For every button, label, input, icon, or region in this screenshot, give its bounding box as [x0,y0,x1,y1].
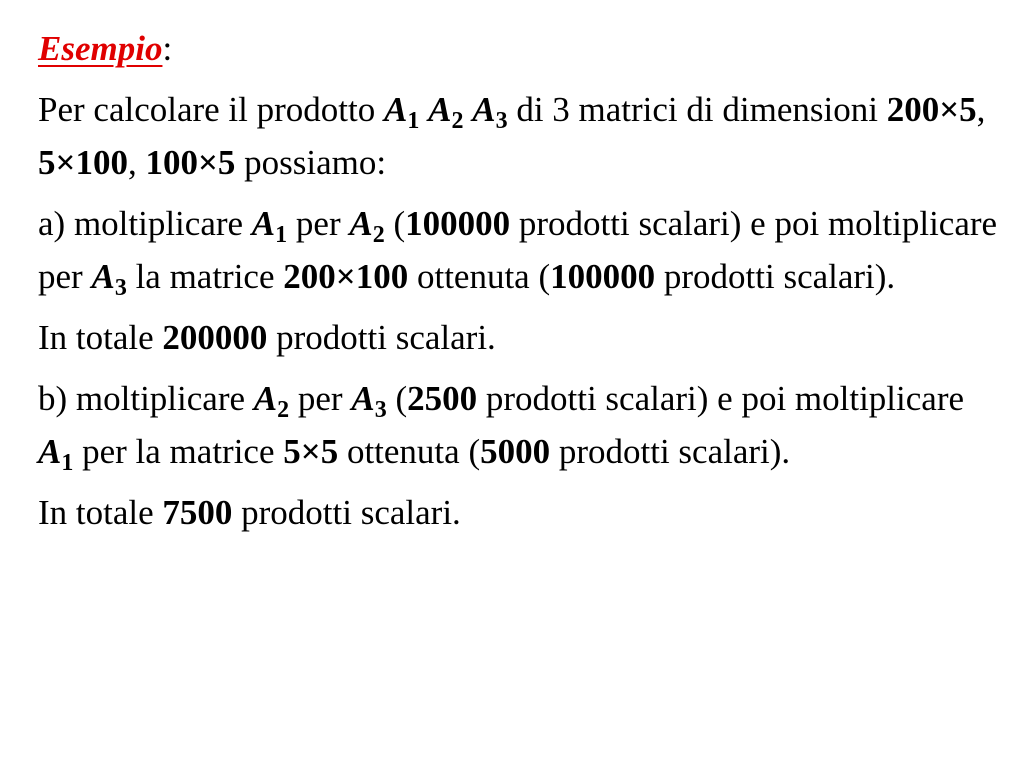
matrix-a3: $A_3$ [472,90,508,134]
text-run: prodotti scalari). [655,257,896,296]
text-run: possiamo: [235,143,387,182]
matrix-a2: $A_2$ [253,379,290,423]
scalar-count: 100000 [405,204,511,243]
text-run: , [976,90,986,129]
total-a-paragraph [38,311,998,364]
scalar-count: 2500 [407,379,478,418]
text-run: In totale [38,493,163,532]
matrix-a1: $A_1$ [251,204,288,248]
total-b-paragraph [38,486,998,539]
matrix-a2: $A_2$ [428,90,464,134]
slide-content [38,22,998,547]
result-dimension: 5×5 [283,432,339,471]
slide-title [38,22,998,75]
text-run: prodotti scalari) e poi moltiplicare per [38,204,998,296]
total-count: 7500 [162,493,233,532]
text-run: la matrice [126,257,284,296]
text-run: per [287,204,350,243]
matrix-a3: $A_3$ [91,257,127,301]
result-dimension: 200×100 [283,257,409,296]
text-run: prodotti scalari. [232,493,461,532]
title-colon: : [162,29,173,68]
dimension-a1: 200×5 [886,90,977,129]
matrix-a1: $A_1$ [38,432,74,476]
intro-paragraph [38,83,998,189]
option-a-paragraph [38,197,998,303]
title-text: Esempio [38,29,163,68]
text-run: di 3 matrici di dimensioni [507,90,887,129]
text-run: ( [384,204,406,243]
matrix-a1: $A_1$ [383,90,420,134]
text-run: ottenuta ( [408,257,551,296]
text-run: Per calcolare il prodotto [38,90,384,129]
matrix-a3: $A_3$ [351,379,387,423]
dimension-a2: 5×100 [38,143,128,182]
text-run: per la matrice [73,432,284,471]
text-run: In totale [38,318,163,357]
scalar-count: 5000 [480,432,551,471]
scalar-count: 100000 [550,257,656,296]
text-run: prodotti scalari. [267,318,496,357]
option-b-paragraph [38,372,998,478]
text-run: b) moltiplicare [38,379,254,418]
text-run: ( [386,379,408,418]
text-run: , [127,143,146,182]
matrix-a2: $A_2$ [349,204,385,248]
text-run: per [289,379,352,418]
text-run: prodotti scalari) e poi moltiplicare [477,379,965,418]
text-run: prodotti scalari). [550,432,791,471]
total-count: 200000 [162,318,268,357]
text-run: ottenuta ( [338,432,481,471]
dimension-a3: 100×5 [145,143,236,182]
text-run: a) moltiplicare [38,204,252,243]
